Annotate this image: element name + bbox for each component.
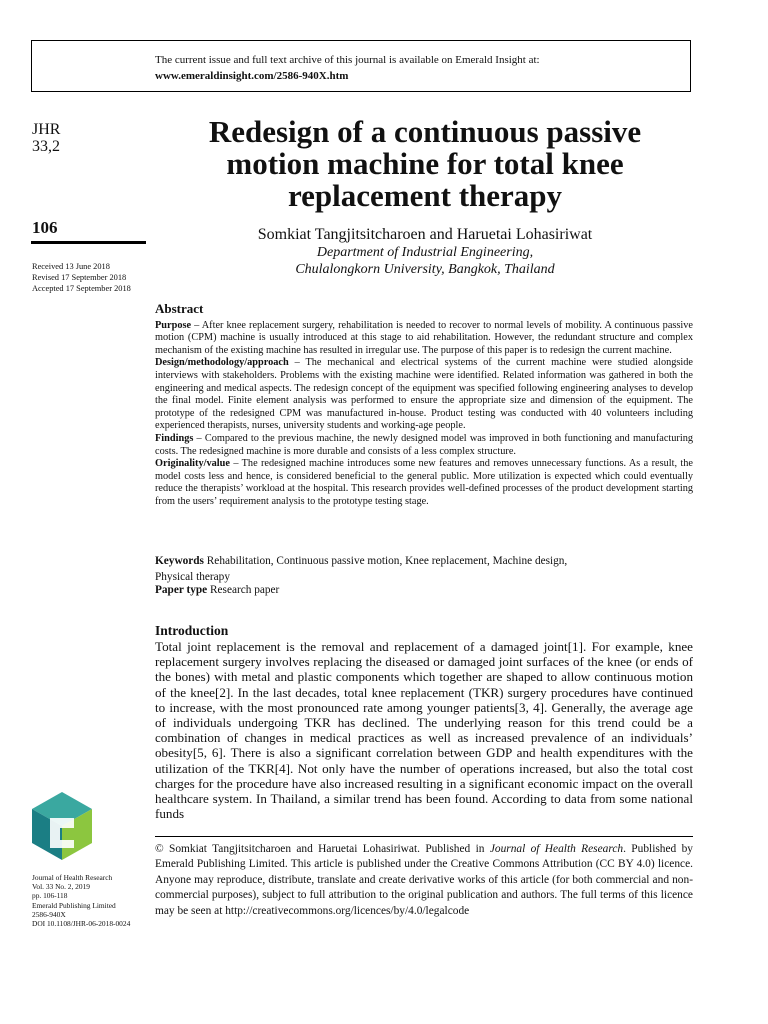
meta-line: Vol. 33 No. 2, 2019	[32, 882, 90, 892]
journal-volume: 33,2	[32, 138, 60, 155]
keywords-label: Keywords	[155, 555, 204, 567]
introduction-heading: Introduction	[155, 623, 229, 638]
design-text: – The mechanical and electrical systems of the current machine were studied alongside interviews with stakeholders. Problems with the existing machine were identified. Related information was gathered in both the engineering and medical aspects. The redesign concept of the equipment was specified following engineering analyses to develop the final model. Finite element analysis was performed to ensure the appropriate size and dimension of the equipment. The prototype of the redesigned CPM was manufactured in-house. Product testing was conducted with 40 volunteers including experienced therapists, nurses, university students and working-age people.	[155, 357, 693, 432]
banner-text: The current issue and full text archive of this journal is available on Emerald Insight at:	[155, 54, 540, 66]
affiliation-line: Chulalongkorn University, Bangkok, Thailand	[295, 262, 555, 277]
article-authors: Somkiat Tangjitsitcharoen and Haruetai Lohasiriwat	[257, 226, 593, 243]
journal-name: JHR	[32, 121, 61, 138]
keywords-text-cont: Physical therapy	[155, 570, 230, 583]
paper-type-text: Research paper	[207, 584, 280, 596]
meta-doi[interactable]: DOI 10.1108/JHR-06-2018-0024	[32, 919, 131, 929]
author-affiliation	[155, 244, 695, 278]
footnote-divider	[155, 836, 693, 837]
paper-type	[155, 584, 279, 596]
abstract-originality	[155, 458, 693, 508]
title-line: motion machine for total knee	[226, 146, 624, 181]
originality-label: Originality/value	[155, 458, 230, 470]
paper-type-label: Paper type	[155, 584, 208, 596]
footnote-journal: Journal of Health Research	[489, 843, 624, 855]
revised-date: Revised 17 September 2018	[32, 273, 127, 283]
footnote-text-cont: . Published by Emerald Publishing Limited. This article is published under the Creative Commons Attribution (CC BY 4.0) licence. Anyone may reproduce, distribute, translate and create derivative works of this article (for both commercial and non-commercial purposes), subject to full attribution to the original publication and authors. The full terms of this licence may be seen at http://creativecommons.org/licences/by/4.0/legalcode	[155, 843, 693, 917]
journal-banner	[31, 40, 691, 92]
keywords-text: Rehabilitation, Continuous passive motion, Knee replacement, Machine design,	[203, 555, 568, 567]
journal-logo-icon	[30, 790, 94, 867]
abstract-heading: Abstract	[155, 301, 204, 316]
abstract-purpose	[155, 320, 693, 358]
abstract-findings	[155, 433, 693, 458]
banner-url[interactable]: www.emeraldinsight.com/2586-940X.htm	[155, 70, 349, 82]
article-dates	[32, 261, 131, 295]
footnote-text: © Somkiat Tangjitsitcharoen and Haruetai Lohasiriwat. Published in	[155, 843, 490, 855]
meta-line: Emerald Publishing Limited	[32, 900, 116, 910]
keywords	[155, 554, 655, 585]
page-number: 106	[32, 218, 58, 237]
article-title	[155, 116, 695, 212]
design-label: Design/methodology/approach	[155, 357, 289, 369]
title-line: replacement therapy	[287, 178, 563, 213]
findings-label: Findings	[155, 432, 194, 444]
meta-line: pp. 106-118	[32, 891, 68, 901]
copyright-footnote	[155, 842, 693, 919]
affiliation-line: Department of Industrial Engineering,	[316, 245, 534, 260]
accepted-date: Accepted 17 September 2018	[32, 284, 131, 294]
title-line: Redesign of a continuous passive	[208, 114, 642, 149]
findings-text: – Compared to the previous machine, the newly designed model was improved in both functioning and manufacturing costs. The redesigned machine is more durable and consists of a less complex structure.	[155, 432, 693, 457]
meta-line: Journal of Health Research	[32, 873, 113, 882]
purpose-label: Purpose	[155, 319, 192, 331]
abstract-section	[155, 303, 693, 509]
purpose-text: – After knee replacement surgery, rehabilitation is needed to recover to normal levels of mobility. A continuous passive motion (CPM) machine is usually introduced at this stage to aid rehabilitation. However, the redundant structure and complex mechanism of the existing machine has resulted in irregular use. The purpose of this paper is to redesign the current machine.	[155, 319, 693, 356]
introduction-body: Total joint replacement is the removal and replacement of a damaged joint[1]. For example, knee replacement surgery involves replacing the diseased or damaged joint surfaces of the knee (or ends of the bones) with metal and plastic components which together are shaped to allow continuous motion of the knee[2]. In the last decades, total knee replacement (TKR) surgery procedures have continued to increase, with the most pronounced rate among younger patients[3, 4]. Generally, the average age of individuals undergoing TKR has declined. The underlying reason for this trend could be a combination of changes in medical practices as well as increased prevalence of an individuals’ obesity[5, 6]. There is also a significant correlation between GDP and health expenditures with the utilization of the TKR[4]. Not only have the number of operations increased, but also the total cost charges for the procedure have also increased resulting in a significant economic impact on the overall healthcare system. In Thailand, a similar trend has been found. According to data from some national funds	[155, 639, 693, 822]
publication-meta	[32, 873, 130, 928]
received-date: Received 13 June 2018	[32, 262, 110, 271]
abstract-design	[155, 357, 693, 433]
meta-line: 2586-940X	[32, 909, 66, 919]
originality-text: – The redesigned machine introduces some new features and removes unnecessary functions. As a result, the model costs less and hence, is considered beneficial to the general public. More utilization is expected which could eventually reduce the therapists’ workload at the hospital. This research provides well-defined processes of the product development starting from the users’ requirement analysis to the prototype testing stage.	[155, 458, 693, 507]
journal-abbrev	[32, 121, 60, 155]
sidebar-divider	[31, 241, 146, 244]
